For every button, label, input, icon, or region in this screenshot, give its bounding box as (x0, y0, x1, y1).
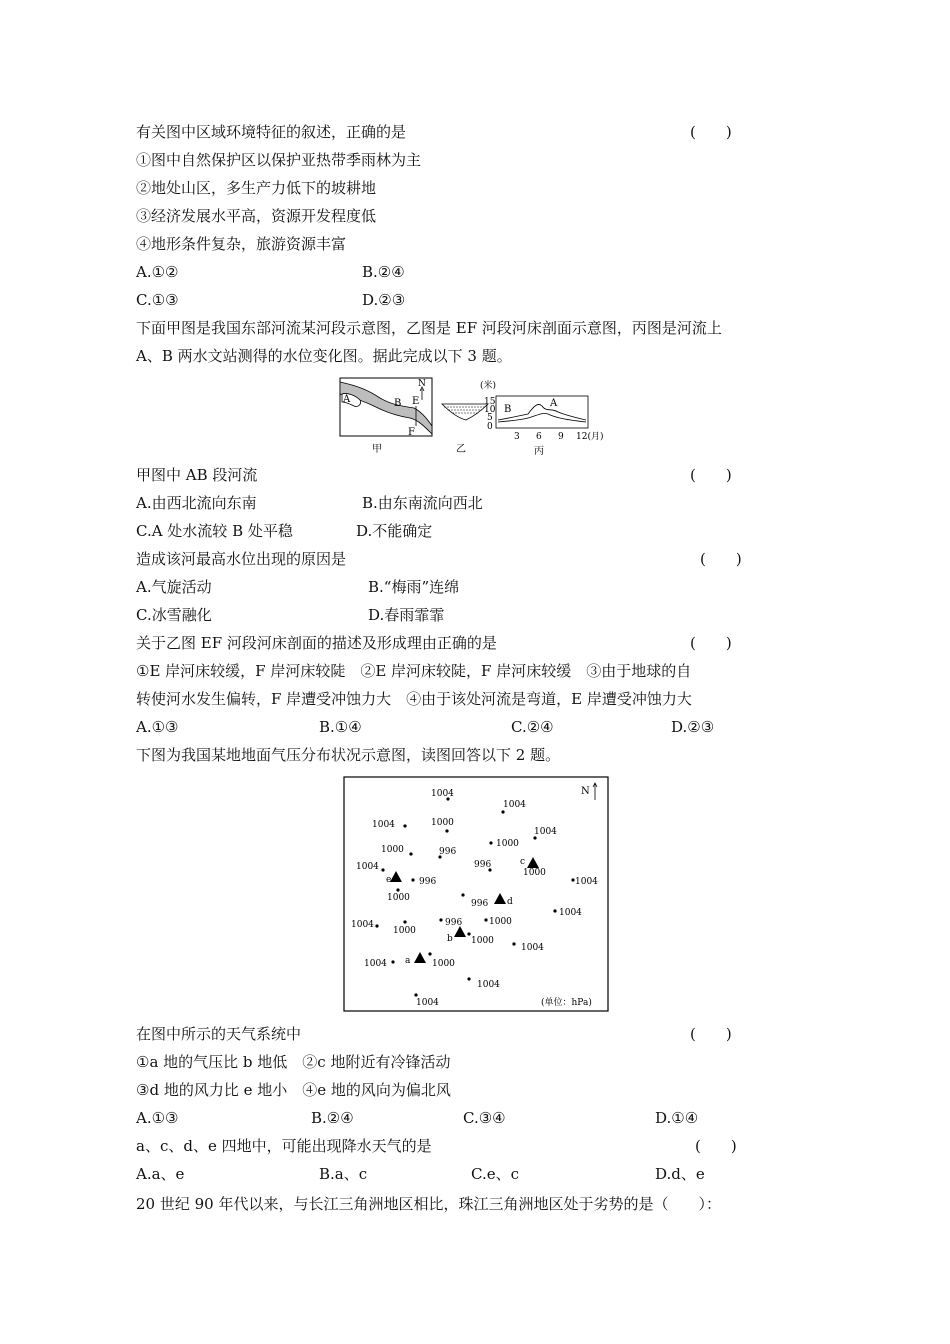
point-a-label: A (343, 394, 351, 405)
q4-option-b: B.①④ (319, 718, 362, 736)
pressure-label: 1000 (381, 845, 404, 855)
q2-answer-paren: ( ) (690, 466, 732, 484)
pressure-dot (396, 888, 399, 891)
q4-line-2: 转使河水发生偏转，F 岸遭受冲蚀力大 ④由于该处河流是弯道，E 岸遭受冲蚀力大 (136, 690, 692, 708)
pressure-dot (501, 810, 504, 813)
pressure-dot (461, 893, 464, 896)
q5-option-b: B.②④ (311, 1109, 354, 1127)
q5-option-c: C.③④ (463, 1109, 506, 1127)
pressure-dot (409, 852, 412, 855)
pressure-dot (489, 841, 492, 844)
pressure-label: 1004 (534, 827, 557, 837)
pressure-map-svg (343, 776, 609, 1012)
pressure-label: 1000 (387, 893, 410, 903)
pressure-map-frame (344, 777, 608, 1011)
x-tick-12: 12(月) (576, 432, 604, 442)
x-tick-6: 6 (536, 432, 542, 442)
y-tick-0: 0 (487, 422, 493, 432)
q3-option-d: D.春雨霏霏 (368, 606, 445, 624)
pressure-dot (403, 824, 406, 827)
q4-line-1: ①E 岸河床较缓，F 岸河床较陡 ②E 岸河床较陡，F 岸河床较缓 ③由于地球的自 (136, 662, 692, 680)
pressure-label: 1004 (477, 980, 500, 990)
curve-b-label: B (504, 404, 512, 415)
pressure-label: 996 (474, 860, 492, 870)
pressure-dot (381, 868, 384, 871)
unit-label: (单位：hPa) (541, 998, 592, 1008)
pressure-label: 996 (419, 877, 437, 887)
q6-option-b: B.a、c (319, 1165, 368, 1183)
riverbed-section (442, 404, 488, 420)
pressure-label: 1000 (393, 926, 416, 936)
q1-option-c: C.①③ (136, 291, 179, 309)
pressure-map (343, 776, 609, 1012)
north-label-fig1: N (418, 379, 426, 389)
q5-answer-paren: ( ) (690, 1025, 732, 1043)
point-a-label: a (405, 956, 411, 966)
pressure-label: 1004 (364, 959, 387, 969)
pressure-label: 1000 (496, 839, 519, 849)
point-d-label: d (507, 897, 513, 907)
pressure-dot (445, 829, 448, 832)
pressure-label: 1004 (431, 789, 454, 799)
pressure-label: 1004 (575, 877, 598, 887)
pressure-dot (403, 920, 406, 923)
y-unit-label: (米) (480, 381, 497, 391)
pressure-label: 1004 (351, 920, 374, 930)
pressure-label: 1000 (523, 868, 546, 878)
pressure-label: 1000 (471, 936, 494, 946)
q1-answer-paren: ( ) (690, 123, 732, 141)
pressure-label: 1004 (416, 998, 439, 1008)
q1-item-3: ③经济发展水平高，资源开发程度低 (136, 207, 377, 225)
q3-stem: 造成该河最高水位出现的原因是 (136, 550, 347, 568)
pressure-dot (439, 918, 442, 921)
point-e-label: e (386, 875, 392, 885)
point-f-label: F (408, 427, 415, 438)
q3-option-a: A.气旋活动 (136, 578, 212, 596)
pressure-dot (391, 960, 394, 963)
pressure-label: 1004 (356, 862, 379, 872)
pressure-dot (484, 918, 487, 921)
point-b-label: b (447, 934, 453, 944)
q2-option-c: C.A 处水流较 B 处平稳 (136, 522, 293, 540)
q6-stem: a、c、d、e 四地中，可能出现降水天气的是 (136, 1137, 432, 1155)
q1-item-2: ②地处山区，多生产力低下的坡耕地 (136, 179, 377, 197)
x-tick-9: 9 (558, 432, 564, 442)
q4-answer-paren: ( ) (690, 634, 732, 652)
q1-option-d: D.②③ (362, 291, 406, 309)
yi-label: 乙 (456, 444, 466, 455)
q4-option-a: A.①③ (136, 718, 179, 736)
north-label-fig2: N (581, 786, 590, 797)
q2-option-a: A.由西北流向东南 (136, 494, 257, 512)
q6-option-d: D.d、e (655, 1165, 705, 1183)
point-e-label: E (412, 396, 420, 407)
pressure-dot (375, 924, 378, 927)
pressure-label: 1004 (503, 800, 526, 810)
q4-option-c: C.②④ (511, 718, 554, 736)
pressure-dot (411, 878, 414, 881)
q2-option-d: D.不能确定 (356, 522, 433, 540)
pressure-label: 1004 (521, 943, 544, 953)
y-tick-10: 10 (484, 405, 496, 415)
pressure-dot (553, 909, 556, 912)
q4-option-d: D.②③ (671, 718, 715, 736)
q6-answer-paren: ( ) (695, 1137, 737, 1155)
q5-line-1: ①a 地的气压比 b 地低 ②c 地附近有冷锋活动 (136, 1053, 451, 1071)
q4-stem: 关于乙图 EF 河段河床剖面的描述及形成理由正确的是 (136, 634, 497, 652)
q6-option-c: C.e、c (471, 1165, 519, 1183)
intro1-line-2: A、B 两水文站测得的水位变化图。据此完成以下 3 题。 (136, 347, 512, 365)
q5-option-a: A.①③ (136, 1109, 179, 1127)
q1-option-b: B.②④ (362, 263, 405, 281)
q2-stem: 甲图中 AB 段河流 (136, 466, 258, 484)
q7-stem: 20 世纪 90 年代以来，与长江三角洲地区相比，珠江三角洲地区处于劣势的是（ ）： (136, 1195, 721, 1213)
pressure-label: 1004 (372, 820, 395, 830)
q1-option-a: A.①② (136, 263, 179, 281)
x-tick-3: 3 (514, 432, 520, 442)
river-figure-svg (338, 376, 618, 458)
pressure-label: 1000 (431, 818, 454, 828)
pressure-dot (428, 952, 431, 955)
pressure-dot (414, 993, 417, 996)
river-figure (338, 376, 618, 458)
q6-option-a: A.a、e (136, 1165, 185, 1183)
bing-label: 丙 (534, 446, 544, 457)
pressure-label: 1004 (559, 908, 582, 918)
pressure-label: 996 (471, 899, 489, 909)
point-b-label: B (394, 398, 402, 409)
pressure-label: 996 (445, 918, 463, 928)
y-tick-15: 15 (484, 397, 496, 407)
q2-option-b: B.由东南流向西北 (362, 494, 483, 512)
q5-option-d: D.①④ (655, 1109, 699, 1127)
q5-line-2: ③d 地的风力比 e 地小 ④e 地的风向为偏北风 (136, 1081, 451, 1099)
curve-a-label: A (550, 398, 558, 409)
pressure-label: 1000 (432, 959, 455, 969)
y-tick-5: 5 (487, 413, 493, 423)
jia-label: 甲 (372, 444, 382, 455)
q1-item-4: ④地形条件复杂，旅游资源丰富 (136, 235, 347, 253)
pressure-dot (467, 977, 470, 980)
q3-option-b: B.“梅雨”连绵 (368, 578, 460, 596)
pressure-label: 996 (439, 847, 457, 857)
intro1-line-1: 下面甲图是我国东部河流某河段示意图，乙图是 EF 河段河床剖面示意图，丙图是河流上 (136, 319, 722, 337)
q3-option-c: C.冰雪融化 (136, 606, 212, 624)
q1-stem: 有关图中区域环境特征的叙述，正确的是 (136, 123, 407, 141)
q1-item-1: ①图中自然保护区以保护亚热带季雨林为主 (136, 151, 422, 169)
q5-stem: 在图中所示的天气系统中 (136, 1025, 302, 1043)
point-c-label: c (520, 857, 526, 867)
pressure-dot (512, 942, 515, 945)
q3-answer-paren: ( ) (700, 550, 742, 568)
intro2-text: 下图为我国某地地面气压分布状况示意图，读图回答以下 2 题。 (136, 746, 561, 764)
pressure-label: 1000 (489, 917, 512, 927)
